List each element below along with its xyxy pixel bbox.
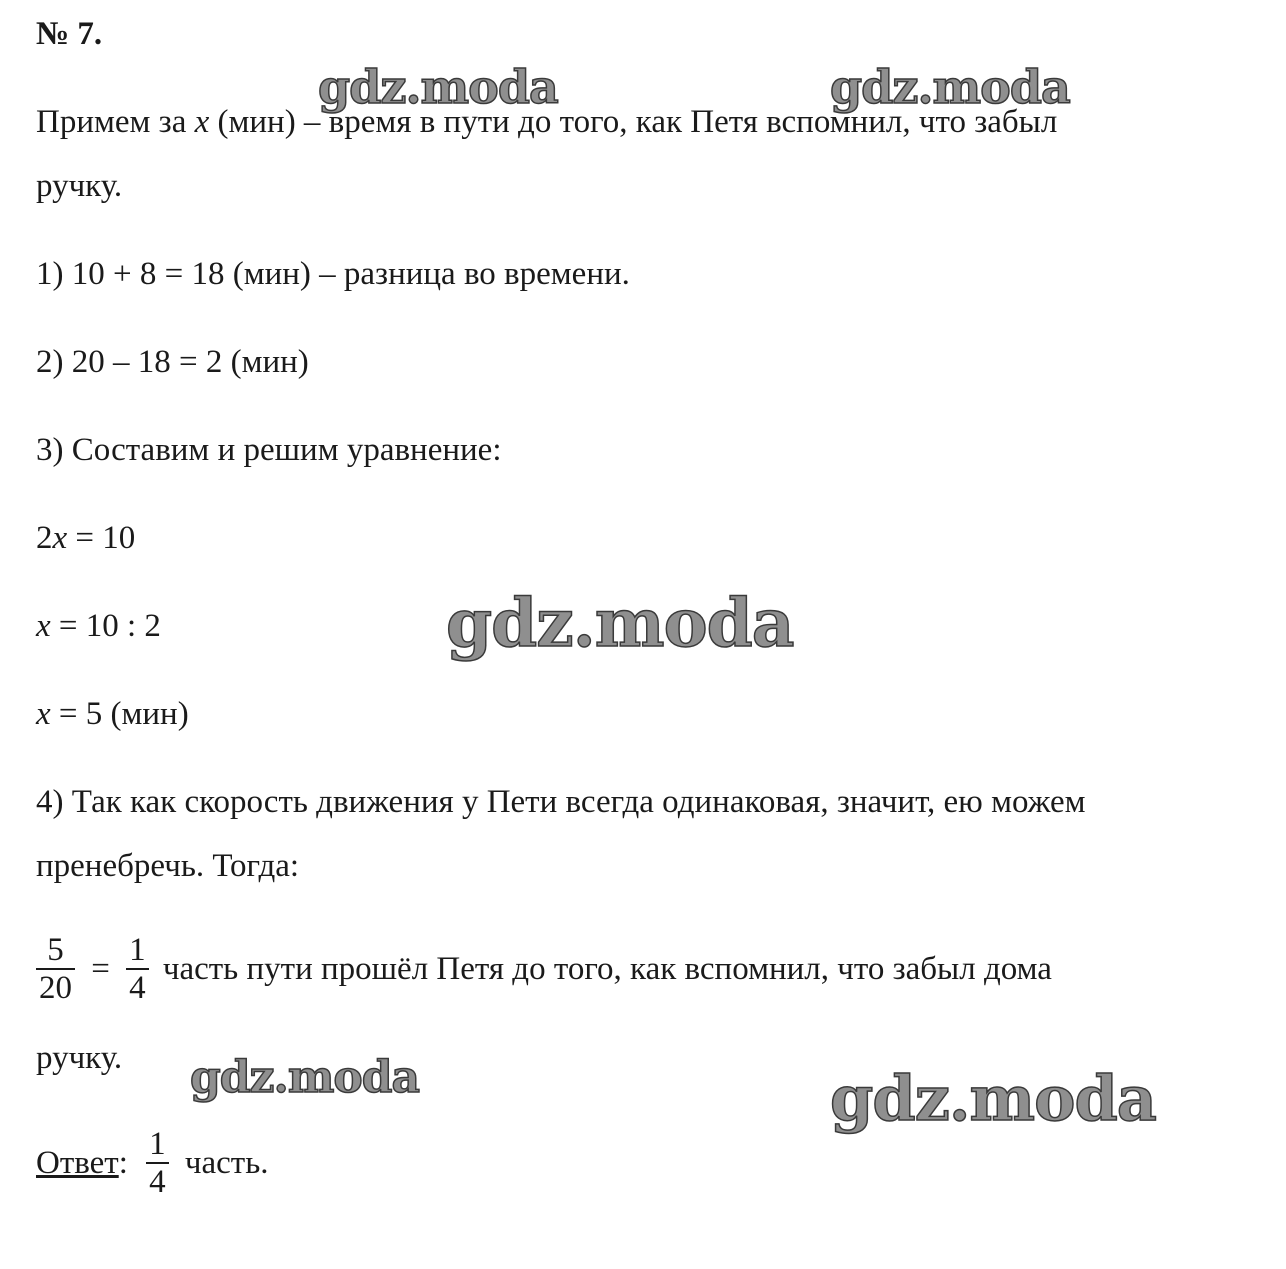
- equation-3: [36, 694, 189, 734]
- step-3: 3) Составим и решим уравнение:: [36, 432, 502, 468]
- equation-3-rhs: = 5 (мин): [50, 696, 189, 732]
- equation-2: [36, 606, 161, 646]
- fraction-denominator: 20: [39, 970, 72, 1006]
- fraction-denominator: 4: [129, 970, 146, 1006]
- fraction-explanation: часть пути прошёл Петя до того, как вспомнил, что забыл дома: [162, 951, 1052, 987]
- answer-label: Ответ: [36, 1145, 119, 1181]
- step-4-line-2: пренебречь. Тогда:: [36, 848, 300, 884]
- equation-2-var: x: [36, 608, 51, 644]
- intro-text-1: Примем за: [36, 104, 195, 140]
- fraction-line: [36, 932, 1052, 1006]
- fraction-numerator: 5: [36, 932, 75, 970]
- answer-text: часть.: [184, 1145, 269, 1181]
- exercise-heading: № 7.: [36, 16, 103, 52]
- watermark: gdz.moda: [830, 60, 1070, 114]
- fraction-line-2: ручку.: [36, 1040, 123, 1076]
- fraction-5-20: [36, 932, 75, 1006]
- equation-3-var: x: [36, 696, 51, 732]
- watermark: gdz.moda: [318, 60, 558, 114]
- fraction-numerator: 1: [146, 1126, 169, 1164]
- equals-sign: =: [91, 951, 110, 987]
- step-1: 1) 10 + 8 = 18 (мин) – разница во времени.: [36, 256, 630, 292]
- equation-1-var: x: [52, 520, 68, 556]
- intro-text-2: (мин) – время в пути до того, как Петя вспомнил, что забыл: [209, 104, 1058, 140]
- fraction-numerator: 1: [126, 932, 149, 970]
- equation-1-rhs: = 10: [67, 520, 136, 556]
- equation-1: [36, 518, 135, 558]
- fraction-denominator: 4: [149, 1164, 166, 1200]
- fraction-1-4: [126, 932, 149, 1006]
- watermark: gdz.moda: [190, 1052, 420, 1103]
- watermark: gdz.moda: [830, 1062, 1156, 1135]
- step-4-line-1: 4) Так как скорость движения у Пети всегда одинаковая, значит, ею можем: [36, 784, 1086, 820]
- answer-line: [36, 1126, 269, 1200]
- step-2: 2) 20 – 18 = 2 (мин): [36, 344, 309, 380]
- intro-variable: x: [194, 104, 210, 140]
- answer-colon: :: [118, 1145, 128, 1181]
- equation-1-coef: 2: [36, 520, 53, 556]
- watermark: gdz.moda: [446, 584, 794, 662]
- answer-fraction: [146, 1126, 169, 1200]
- intro-line-2: ручку.: [36, 168, 123, 204]
- equation-2-rhs: = 10 : 2: [50, 608, 161, 644]
